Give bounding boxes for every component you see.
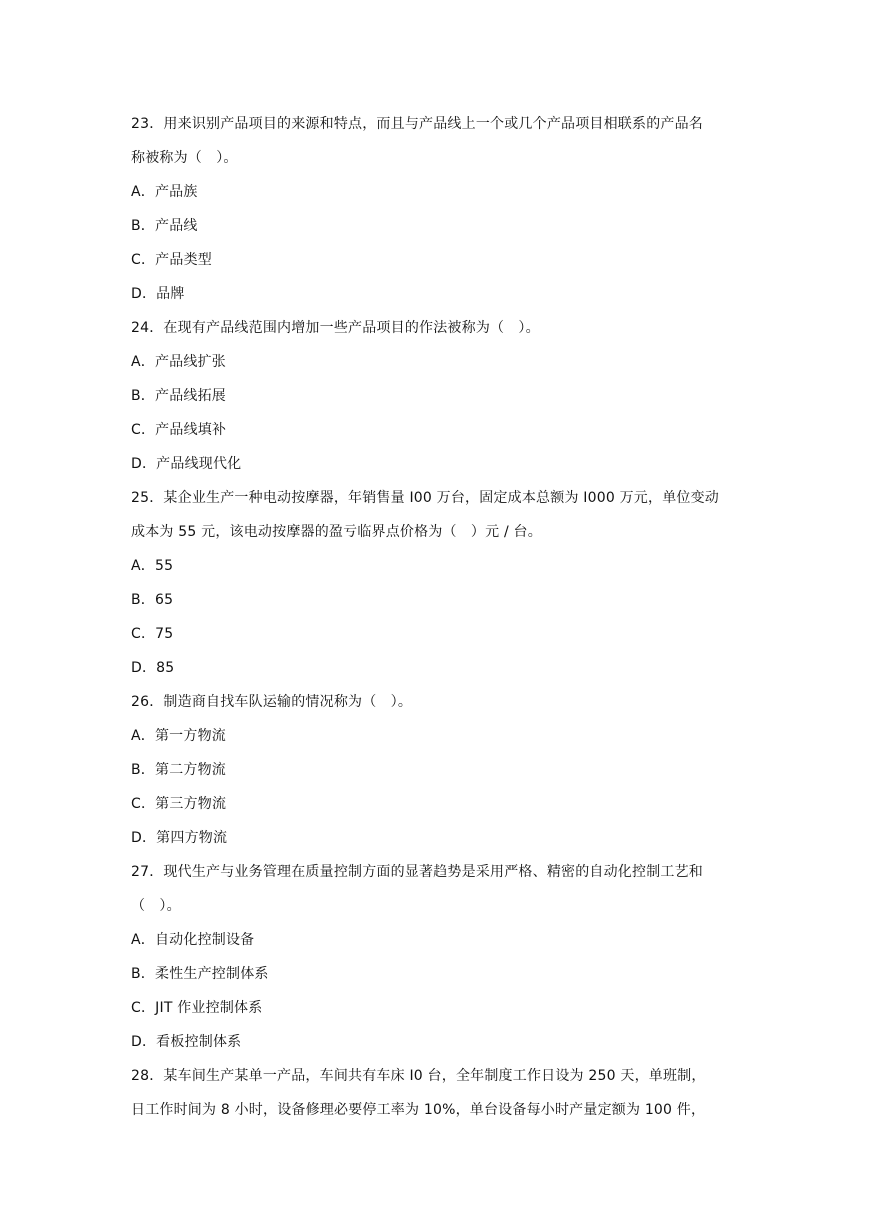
question-24-option-c: C．产品线填补	[131, 422, 227, 438]
question-23-option-d: D．品牌	[131, 286, 185, 302]
question-25-option-a: A．55	[131, 558, 174, 574]
question-26-option-b: B．第二方物流	[131, 762, 227, 778]
question-27-stem-line-1: 27．现代生产与业务管理在质量控制方面的显著趋势是采用严格、精密的自动化控制工艺和	[131, 864, 704, 880]
question-27-option-a: A．自动化控制设备	[131, 932, 255, 948]
question-23-option-a: A．产品族	[131, 184, 198, 200]
question-24-stem-line-1: 24．在现有产品线范围内增加一些产品项目的作法被称为（ ）。	[131, 320, 540, 336]
question-26-stem-line-1: 26．制造商自找车队运输的情况称为（ ）。	[131, 694, 413, 710]
question-26-option-c: C．第三方物流	[131, 796, 227, 812]
question-25-option-b: B．65	[131, 592, 174, 608]
question-28-stem-line-1: 28．某车间生产某单一产品，车间共有车床 I0 台，全年制度工作日设为 250 天，单班制，	[131, 1068, 706, 1084]
question-25-option-c: C．75	[131, 626, 174, 642]
question-23-stem-line-1: 23．用来识别产品项目的来源和特点，而且与产品线上一个或几个产品项目相联系的产品名	[131, 116, 704, 132]
question-27-stem-line-2: （ ）。	[131, 898, 181, 914]
question-24-option-b: B．产品线拓展	[131, 388, 227, 404]
question-23-option-c: C．产品类型	[131, 252, 212, 268]
question-26-option-a: A．第一方物流	[131, 728, 226, 744]
question-23-stem-line-2: 称被称为（ ）。	[131, 150, 238, 166]
question-24-option-d: D．产品线现代化	[131, 456, 242, 472]
question-25-option-d: D．85	[131, 660, 175, 676]
question-24-option-a: A．产品线扩张	[131, 354, 226, 370]
question-28-stem-line-2: 日工作时间为 8 小时，设备修理必要停工率为 10%，单台设备每小时产量定额为 100 件，	[131, 1102, 706, 1118]
question-23-option-b: B．产品线	[131, 218, 198, 234]
question-25-stem-line-2: 成本为 55 元，该电动按摩器的盈亏临界点价格为（ ）元 / 台。	[131, 524, 542, 540]
question-27-option-b: B．柔性生产控制体系	[131, 966, 269, 982]
question-25-stem-line-1: 25．某企业生产一种电动按摩器，年销售量 I00 万台，固定成本总额为 I000 万元，单位变动	[131, 490, 720, 506]
question-list	[131, 107, 741, 1127]
question-27-option-c: C．JIT 作业控制体系	[131, 1000, 263, 1016]
question-27-option-d: D．看板控制体系	[131, 1034, 242, 1050]
question-26-option-d: D．第四方物流	[131, 830, 228, 846]
